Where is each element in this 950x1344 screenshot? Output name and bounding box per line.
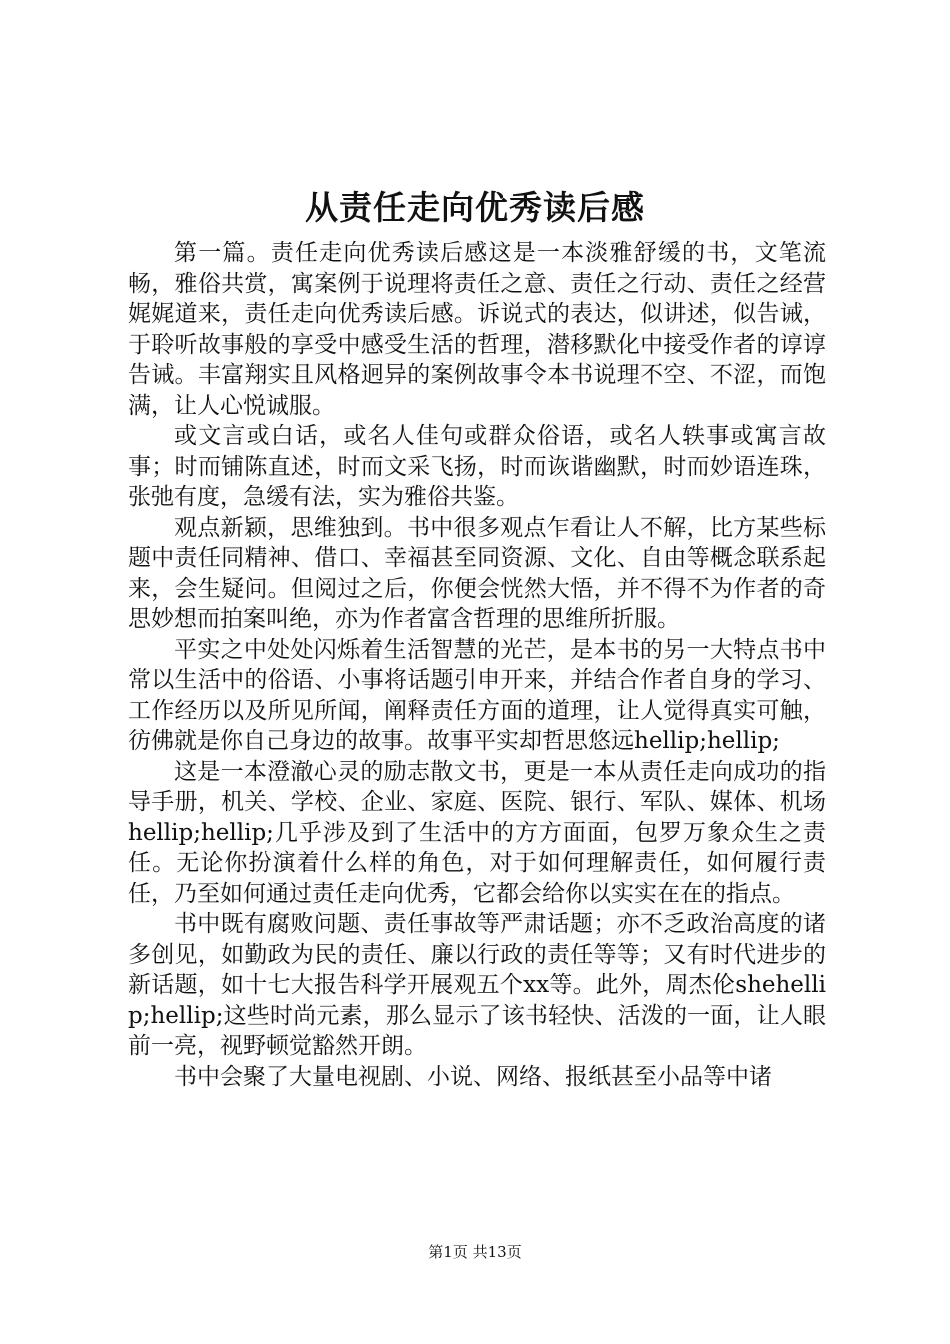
document-body	[128, 238, 826, 1092]
paragraph: 或文言或白话，或名人佳句或群众俗语，或名人轶事或寓言故事；时而铺陈直述，时而文采飞扬，时而诙谐幽默，时而妙语连珠，张弛有度，急缓有法，实为雅俗共鉴。	[128, 423, 826, 510]
paragraph: 书中会聚了大量电视剧、小说、网络、报纸甚至小品等中诸	[174, 1063, 772, 1090]
paragraph: 观点新颖，思维独到。书中很多观点乍看让人不解，比方某些标题中责任同精神、借口、幸福甚至同资源、文化、自由等概念联系起来，会生疑问。但阅过之后，你便会恍然大悟，并不得不为作者的奇思妙想而拍案叫绝，亦为作者富含哲理的思维所折服。	[128, 514, 826, 632]
paragraph: 第一篇。责任走向优秀读后感这是一本淡雅舒缓的书，文笔流畅，雅俗共赏，寓案例于说理将责任之意、责任之行动、责任之经营娓娓道来，责任走向优秀读后感。诉说式的表达，似讲述，似告诫，于聆听故事般的享受中感受生活的哲理，潜移默化中接受作者的谆谆告诫。丰富翔实且风格迥异的案例故事令本书说理不空、不涩，而饱满，让人心悦诚服。	[128, 240, 826, 419]
paragraph: 书中既有腐败问题、责任事故等严肃话题；亦不乏政治高度的诸多创见，如勤政为民的责任、廉以行政的责任等等；又有时代进步的新话题，如十七大报告科学开展观五个xx等。此外，周杰伦shehellip;hellip;这些时尚元素，那么显示了该书轻快、活泼的一面，让人眼前一亮，视野顿觉豁然开朗。	[128, 911, 826, 1059]
paragraph: 平实之中处处闪烁着生活智慧的光芒，是本书的另一大特点书中常以生活中的俗语、小事将话题引申开来，并结合作者自身的学习、工作经历以及所见所闻，阐释责任方面的道理，让人觉得真实可触，彷佛就是你自己身边的故事。故事平实却哲思悠远hellip;hellip;	[128, 636, 826, 754]
page-footer: 第1页 共13页	[428, 1243, 522, 1261]
document-title: 从责任走向优秀读后感	[305, 188, 645, 227]
paragraph: 这是一本澄澈心灵的励志散文书，更是一本从责任走向成功的指导手册，机关、学校、企业、家庭、医院、银行、军队、媒体、机场hellip;hellip;几乎涉及到了生活中的方方面面，包罗万象众生之责任。无论你扮演着什么样的角色，对于如何理解责任，如何履行责任，乃至如何通过责任走向优秀，它都会给你以实实在在的指点。	[128, 758, 826, 907]
